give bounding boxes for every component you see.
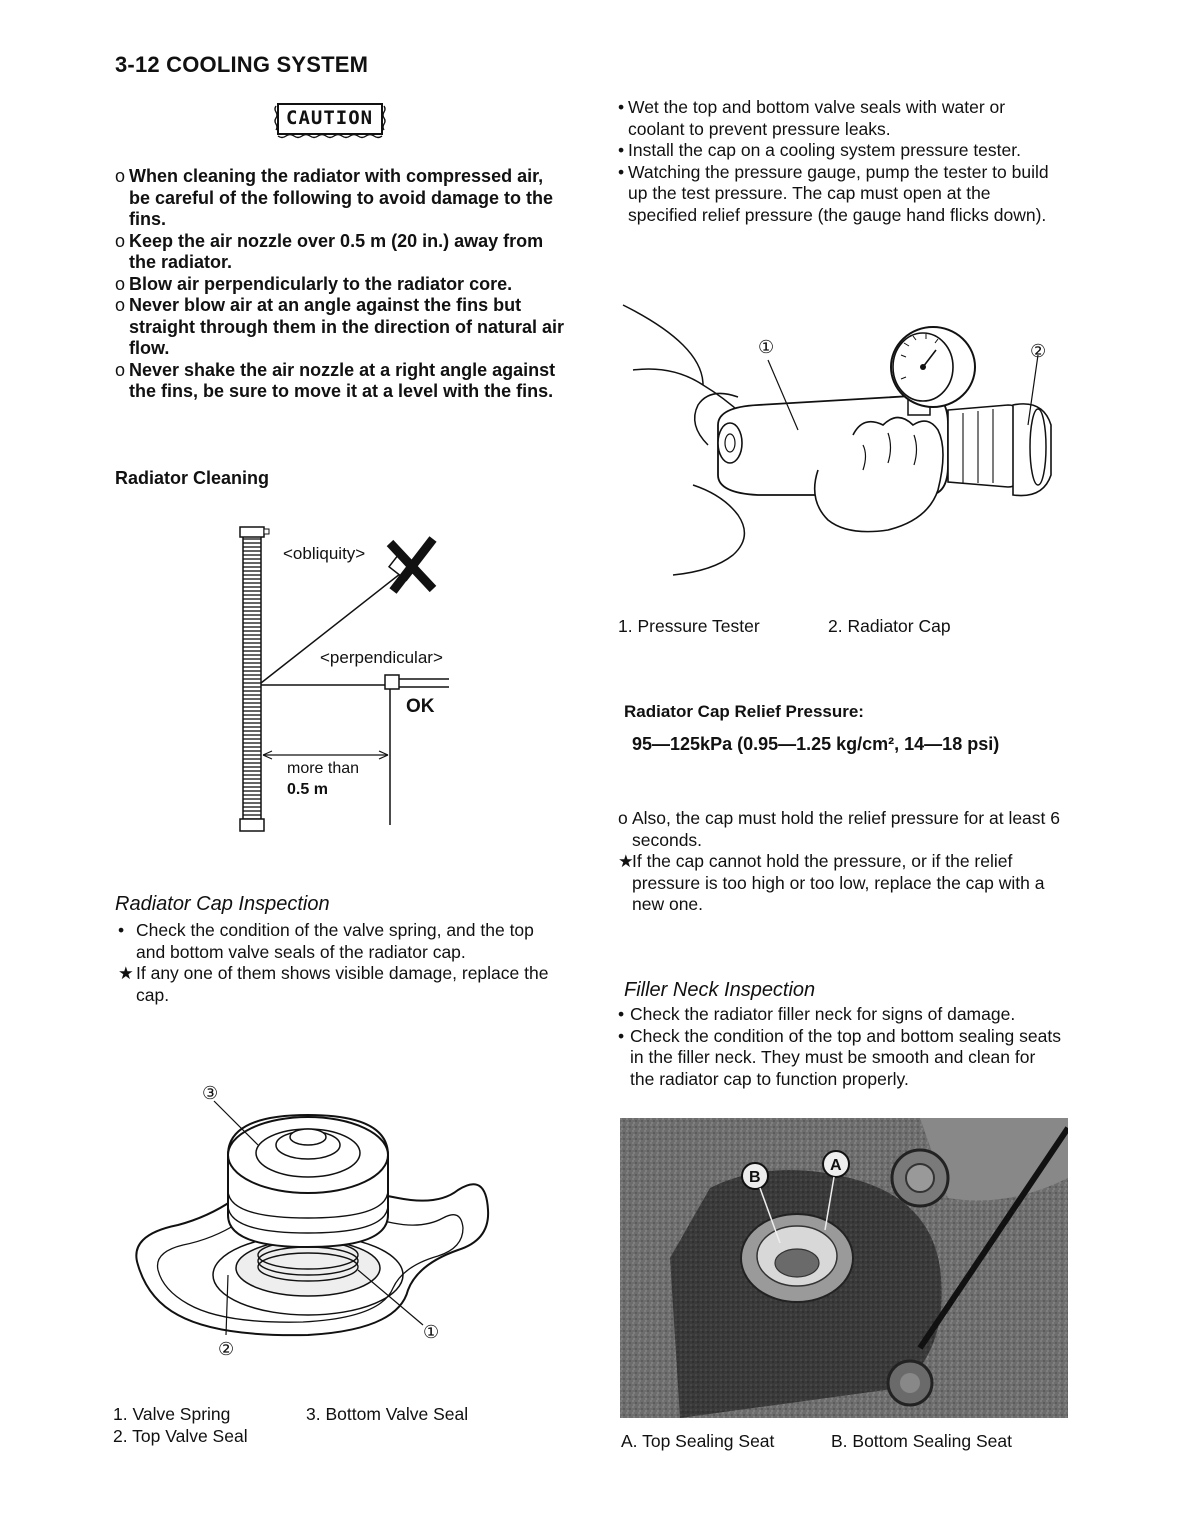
caution-item: o When cleaning the radiator with compressed air, be careful of the following to avoid damage to the fins.: [115, 166, 554, 229]
list-item: • Wet the top and bottom valve seals with water or coolant to prevent pressure leaks.: [618, 97, 1006, 139]
hold-notes-list: [618, 808, 1063, 916]
filler-neck-photo: [620, 1118, 1068, 1418]
radiator-cleaning-diagram: [235, 525, 465, 840]
caution-item: o Never shake the air nozzle at a right angle against the fins, be sure to move it at a level with the fins.: [115, 359, 556, 401]
perpendicular-label: <perpendicular>: [320, 648, 443, 667]
list-item: ★ If any one of them shows visible damage, replace the cap.: [118, 963, 549, 1005]
relief-pressure-value: 95—125kPa (0.95—1.25 kg/cm², 14—18 psi): [632, 734, 1000, 754]
obliquity-label: <obliquity>: [283, 544, 366, 563]
radiator-cleaning-heading: Radiator Cleaning: [115, 468, 270, 488]
pressure-tester-illustration: [618, 295, 1063, 595]
perpendicular-nozzle: [385, 675, 399, 689]
list-item: ★ If the cap cannot hold the pressure, or if the relief pressure is too high or too low, replace the cap with a new one.: [618, 851, 1045, 914]
list-item: • Check the condition of the valve spring, and the top and bottom valve seals of the radiator cap.: [118, 920, 534, 962]
page-title: 3-12 COOLING SYSTEM: [115, 52, 369, 77]
relief-pressure-label: Radiator Cap Relief Pressure:: [624, 702, 864, 721]
caption-top-sealing-seat: A. Top Sealing Seat: [621, 1431, 775, 1451]
caution-item: o Keep the air nozzle over 0.5 m (20 in.) away from the radiator.: [115, 230, 544, 272]
distance-label-line2: 0.5 m: [287, 781, 328, 798]
cap-inspection-list: [118, 920, 565, 1006]
caption-pressure-tester: 1. Pressure Tester: [618, 616, 760, 636]
radiator-cap-illustration: [118, 1075, 498, 1375]
photo-label-a: A: [830, 1157, 842, 1174]
caution-item: o Never blow air at an angle against the fins but straight through them in the direction of natural air flow.: [115, 295, 565, 358]
callout-2: ②: [218, 1339, 235, 1359]
list-item: • Check the radiator filler neck for signs of damage.: [618, 1004, 1016, 1024]
callout-3: ③: [202, 1083, 219, 1103]
radiator-core: [243, 533, 261, 823]
caption-valve-spring: 1. Valve Spring: [113, 1404, 231, 1424]
list-item: • Watching the pressure gauge, pump the tester to build up the test pressure. The cap must open at the specified relief pressure (the gauge hand flicks down).: [618, 161, 1049, 225]
photo-label-b: B: [749, 1169, 761, 1186]
pressure-test-list: [618, 97, 1063, 226]
callout-1: ①: [758, 337, 775, 357]
filler-neck-heading: Filler Neck Inspection: [624, 979, 816, 1001]
caution-item: o Blow air perpendicularly to the radiator core.: [115, 273, 513, 294]
callout-1: ①: [423, 1322, 440, 1342]
caution-label: CAUTION: [286, 107, 374, 129]
caution-badge: [274, 100, 386, 140]
distance-label-line1: more than: [287, 760, 360, 777]
caption-radiator-cap: 2. Radiator Cap: [828, 616, 951, 636]
filler-neck-list: [618, 1004, 1063, 1090]
list-item: o Also, the cap must hold the relief pressure for at least 6 seconds.: [618, 808, 1060, 850]
cap-inspection-heading: Radiator Cap Inspection: [115, 893, 330, 915]
callout-2: ②: [1030, 341, 1047, 361]
list-item: • Install the cap on a cooling system pressure tester.: [618, 140, 1021, 160]
caption-bottom-sealing-seat: B. Bottom Sealing Seat: [831, 1431, 1012, 1451]
caution-list: [115, 166, 565, 403]
caption-bottom-valve-seal: 3. Bottom Valve Seal: [306, 1404, 469, 1424]
list-item: • Check the condition of the top and bottom sealing seats in the filler neck. They must be smooth and clean for the radiator cap to function properly.: [618, 1025, 1061, 1089]
ok-label: OK: [406, 696, 435, 717]
caption-top-valve-seal: 2. Top Valve Seal: [113, 1426, 248, 1446]
